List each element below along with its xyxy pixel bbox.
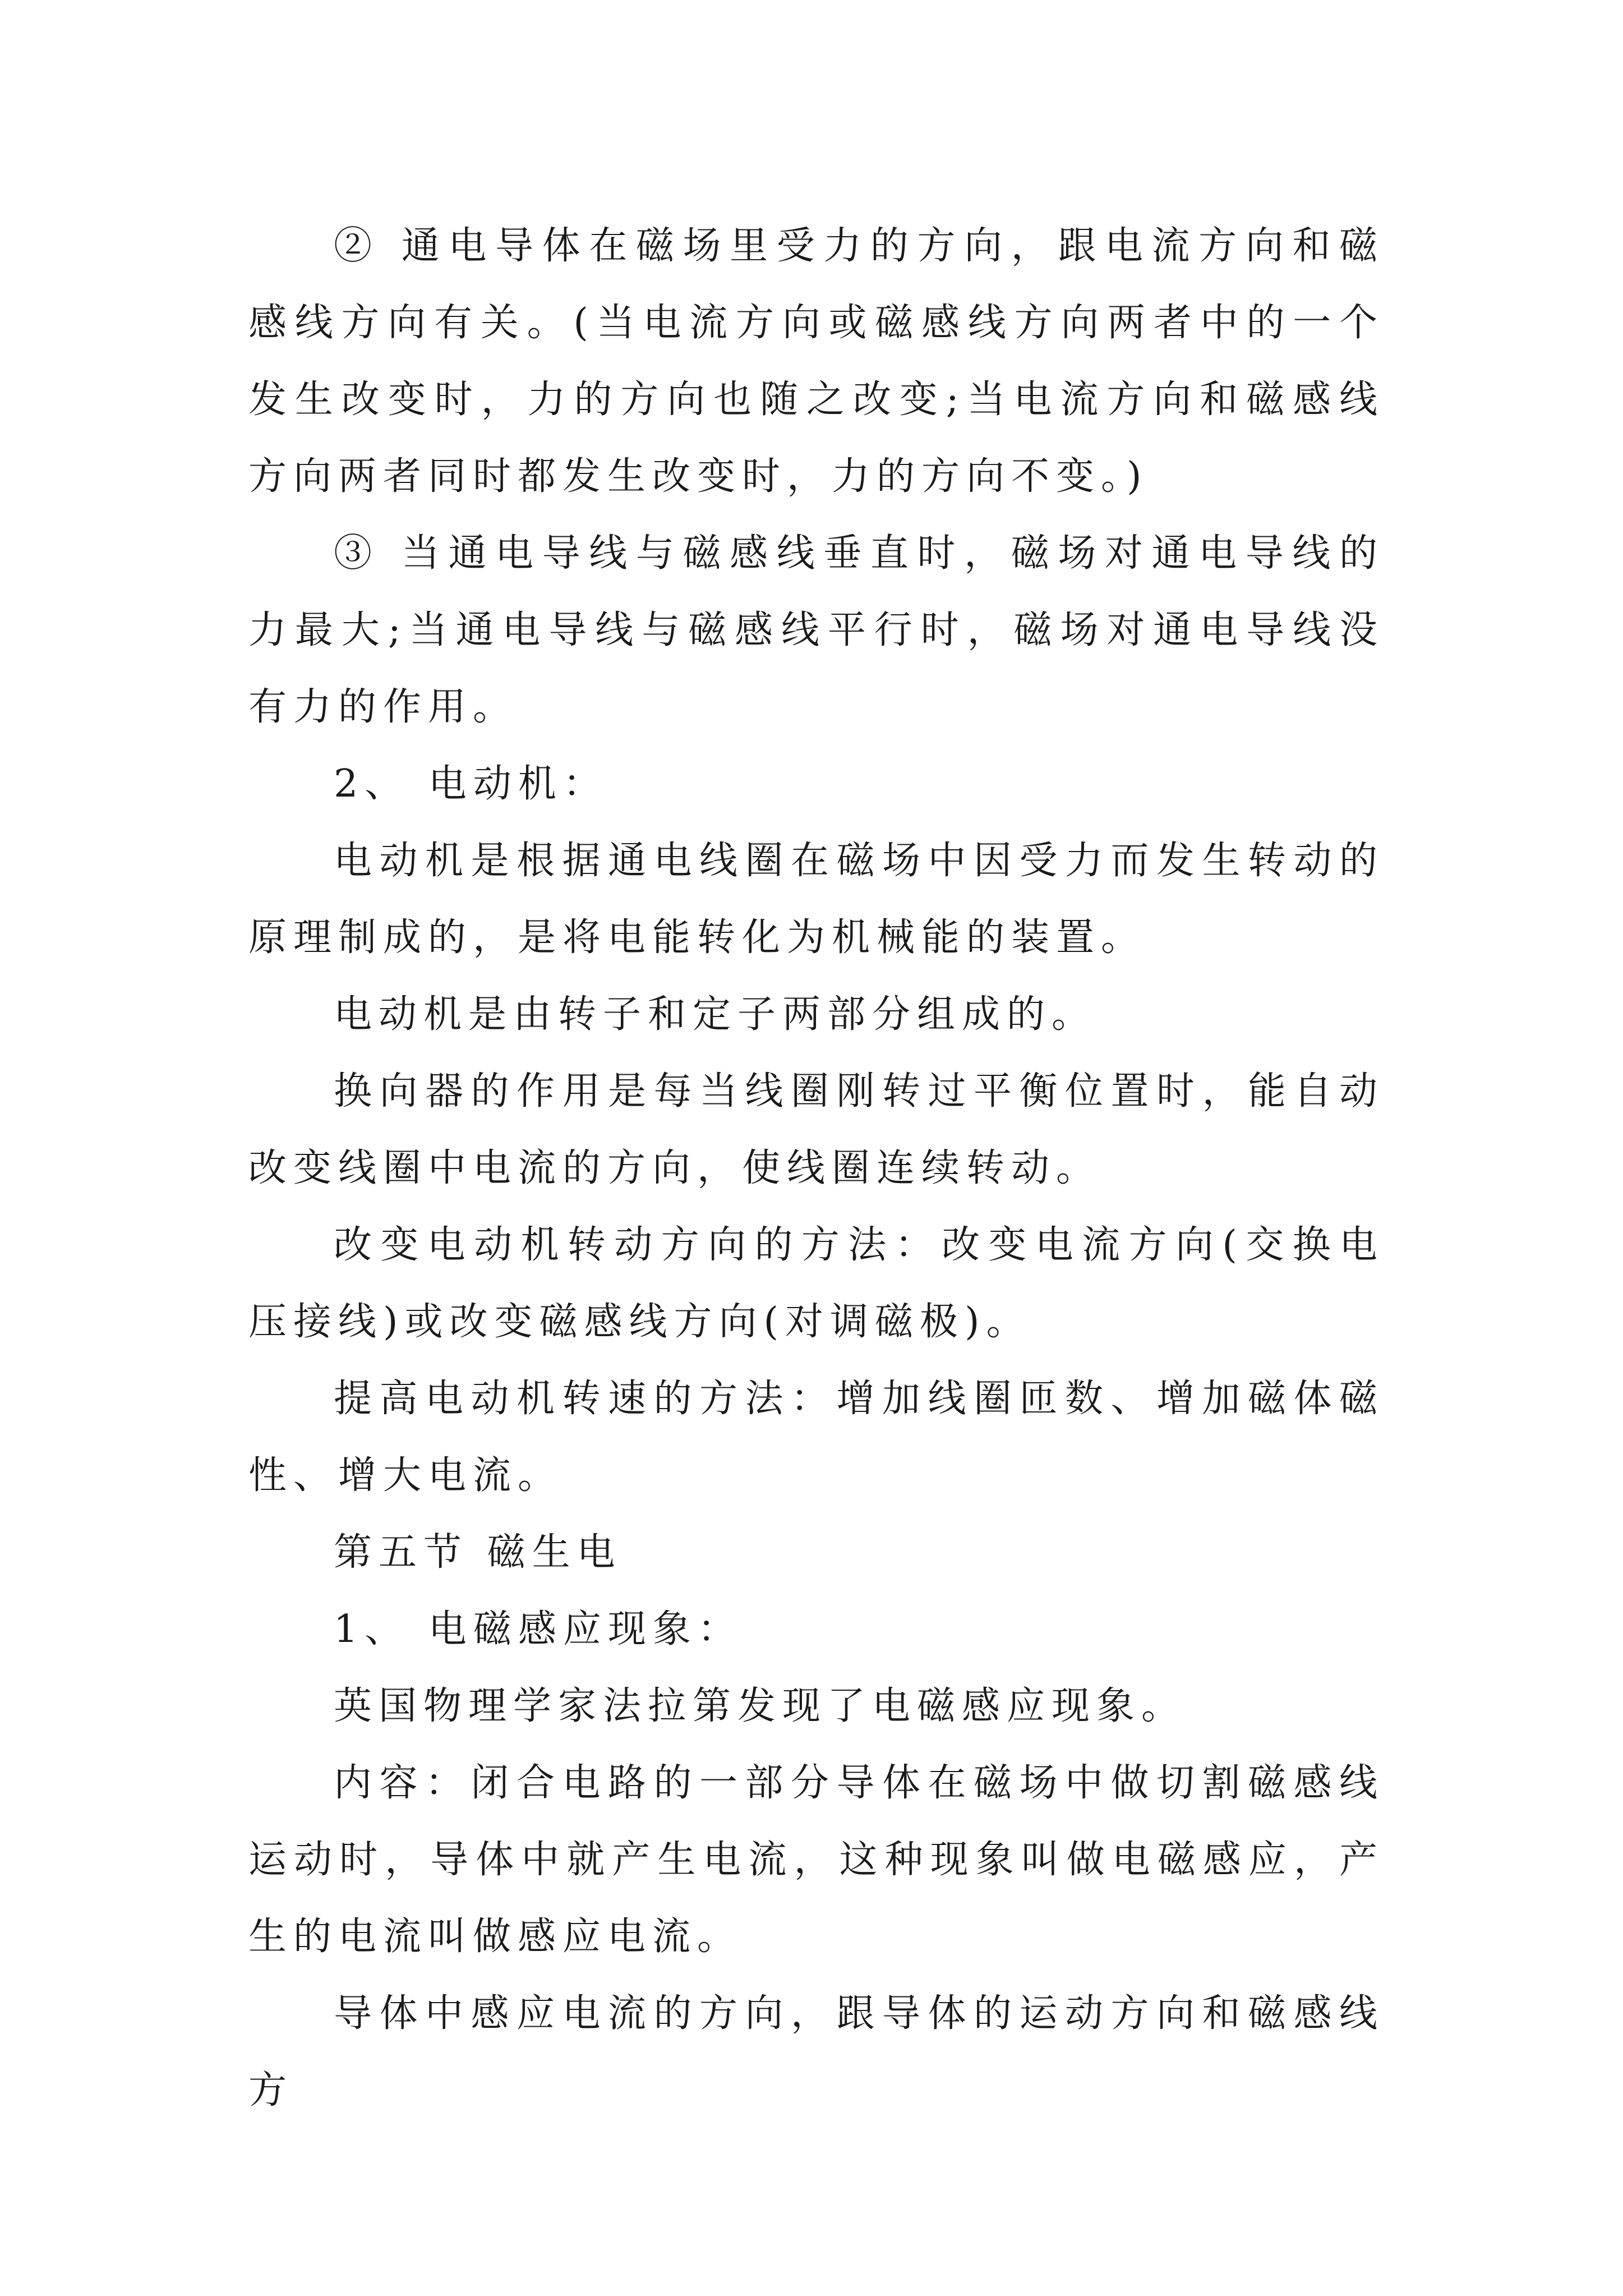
paragraph-motor-principle: 电动机是根据通电线圈在磁场中因受力而发生转动的原理制成的，是将电能转化为机械能的装置。 [248,839,1384,960]
paragraph-force-direction: ② 通电导体在磁场里受力的方向，跟电流方向和磁感线方向有关。(当电流方向或磁感线方向两者中的一个发生改变时，力的方向也随之改变;当电流方向和磁感线方向两者同时都发生改变时，力的方向不变。) [248,224,1384,499]
section-title-section-five: 第五节 磁生电 [334,1530,622,1575]
heading-electromagnetic-induction: 1、 电磁感应现象： [334,1607,743,1651]
paragraph-force-maximum: ③ 当通电导线与磁感线垂直时，磁场对通电导线的力最大;当通电导线与磁感线平行时，磁场对通电导线没有力的作用。 [248,531,1384,729]
paragraph-commutator: 换向器的作用是每当线圈刚转过平衡位置时，能自动改变线圈中电流的方向，使线圈连续转动。 [248,1069,1384,1190]
paragraph-increase-speed: 提高电动机转速的方法：增加线圈匝数、增加磁体磁性、增大电流。 [248,1377,1384,1498]
paragraph-induced-current-direction: 导体中感应电流的方向，跟导体的运动方向和磁感线方 [248,1991,1384,2113]
document-body [248,208,1384,2129]
heading-electric-motor: 2、 电动机： [334,762,608,806]
paragraph-motor-parts: 电动机是由转子和定子两部分组成的。 [334,992,1097,1037]
paragraph-reverse-direction: 改变电动机转动方向的方法：改变电流方向(交换电压接线)或改变磁感线方向(对调磁极)。 [248,1223,1384,1344]
paragraph-faraday: 英国物理学家法拉第发现了电磁感应现象。 [334,1684,1187,1728]
paragraph-induction-content: 内容：闭合电路的一部分导体在磁场中做切割磁感线运动时，导体中就产生电流，这种现象叫做电磁感应，产生的电流叫做感应电流。 [248,1761,1384,1959]
